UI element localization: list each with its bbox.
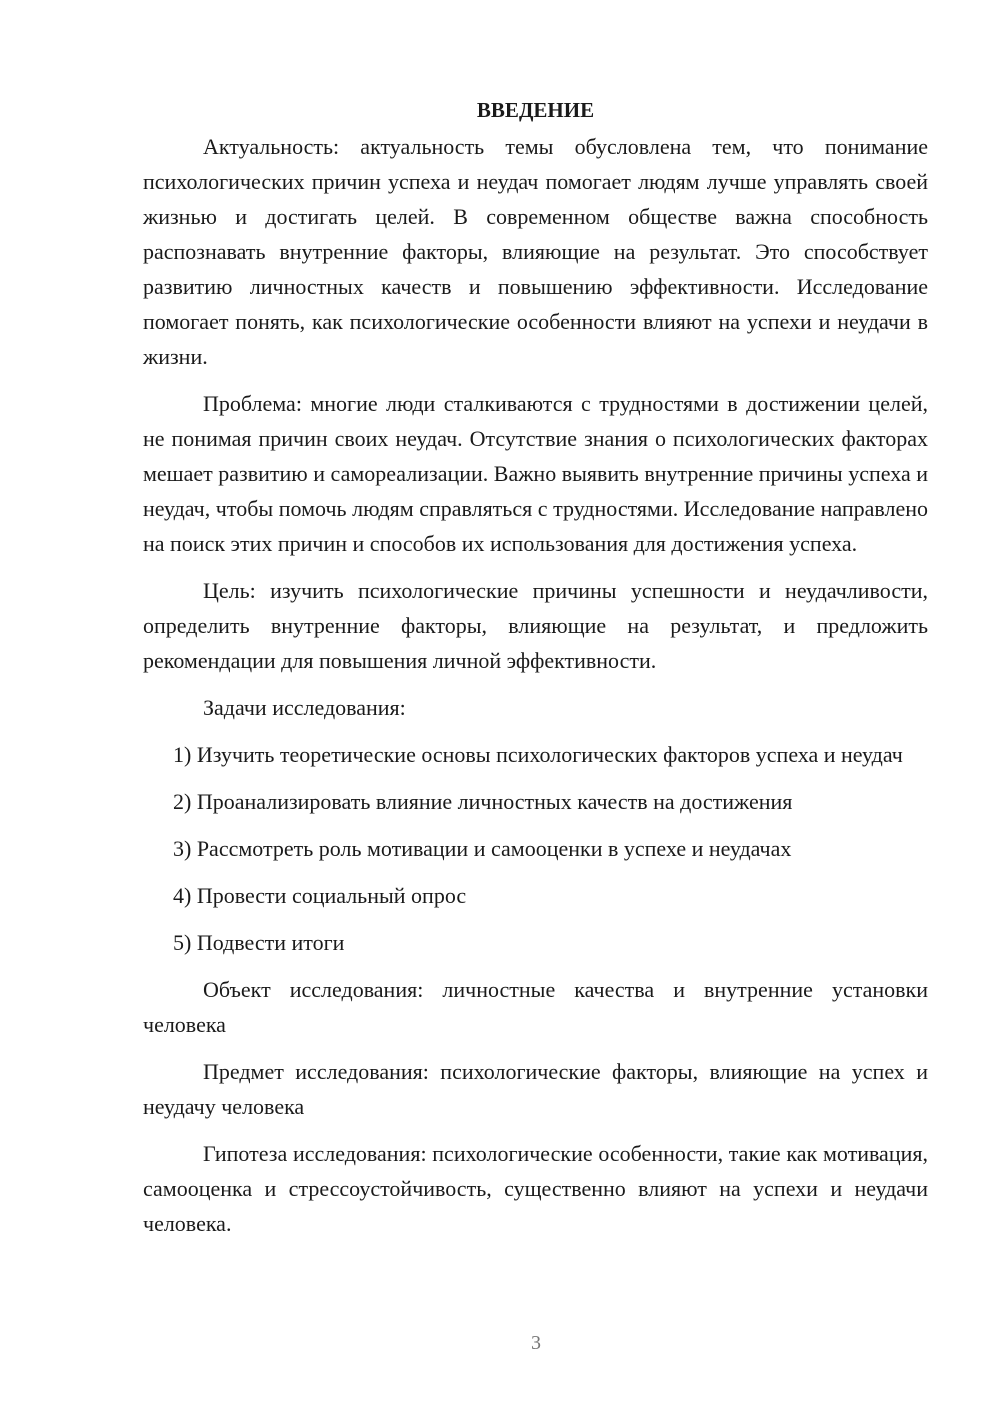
document-page	[143, 93, 928, 1241]
paragraph-hypothesis: Гипотеза исследования: психологические особенности, такие как мотивация, самооценка и стрессоустойчивость, существенно влияют на успехи и неудачи человека.	[143, 1141, 928, 1236]
page-number: 3	[531, 1332, 541, 1354]
section-title: ВВЕДЕНИЕ	[476, 98, 595, 122]
paragraph-object: Объект исследования: личностные качества и внутренние установки человека	[143, 977, 928, 1037]
task-item-1: 1) Изучить теоретические основы психологических факторов успеха и неудач	[173, 742, 903, 767]
task-item-3: 3) Рассмотреть роль мотивации и самооценки в успехе и неудачах	[173, 836, 792, 861]
paragraph-subject: Предмет исследования: психологические факторы, влияющие на успех и неудачу человека	[143, 1059, 928, 1119]
paragraph-problem: Проблема: многие люди сталкиваются с трудностями в достижении целей, не понимая причин своих неудач. Отсутствие знания о психологических факторах мешает развитию и самореализации. Важно выявить внутренние причины успеха и неудач, чтобы помочь людям справляться с трудностями. Исследование направлено на поиск этих причин и способов их использования для достижения успеха.	[143, 391, 928, 556]
task-item-4: 4) Провести социальный опрос	[173, 883, 467, 908]
task-item-5: 5) Подвести итоги	[173, 930, 345, 955]
tasks-heading: Задачи исследования:	[203, 695, 406, 720]
paragraph-relevance: Актуальность: актуальность темы обусловлена тем, что понимание психологических причин успеха и неудач помогает людям лучше управлять своей жизнью и достигать целей. В современном обществе важна способность распознавать внутренние факторы, влияющие на результат. Это способствует развитию личностных качеств и повышению эффективности. Исследование помогает понять, как психологические особенности влияют на успехи и неудачи в жизни.	[143, 134, 928, 369]
task-item-2: 2) Проанализировать влияние личностных качеств на достижения	[173, 789, 793, 814]
paragraph-goal: Цель: изучить психологические причины успешности и неудачливости, определить внутренние факторы, влияющие на результат, и предложить рекомендации для повышения личной эффективности.	[143, 578, 928, 673]
